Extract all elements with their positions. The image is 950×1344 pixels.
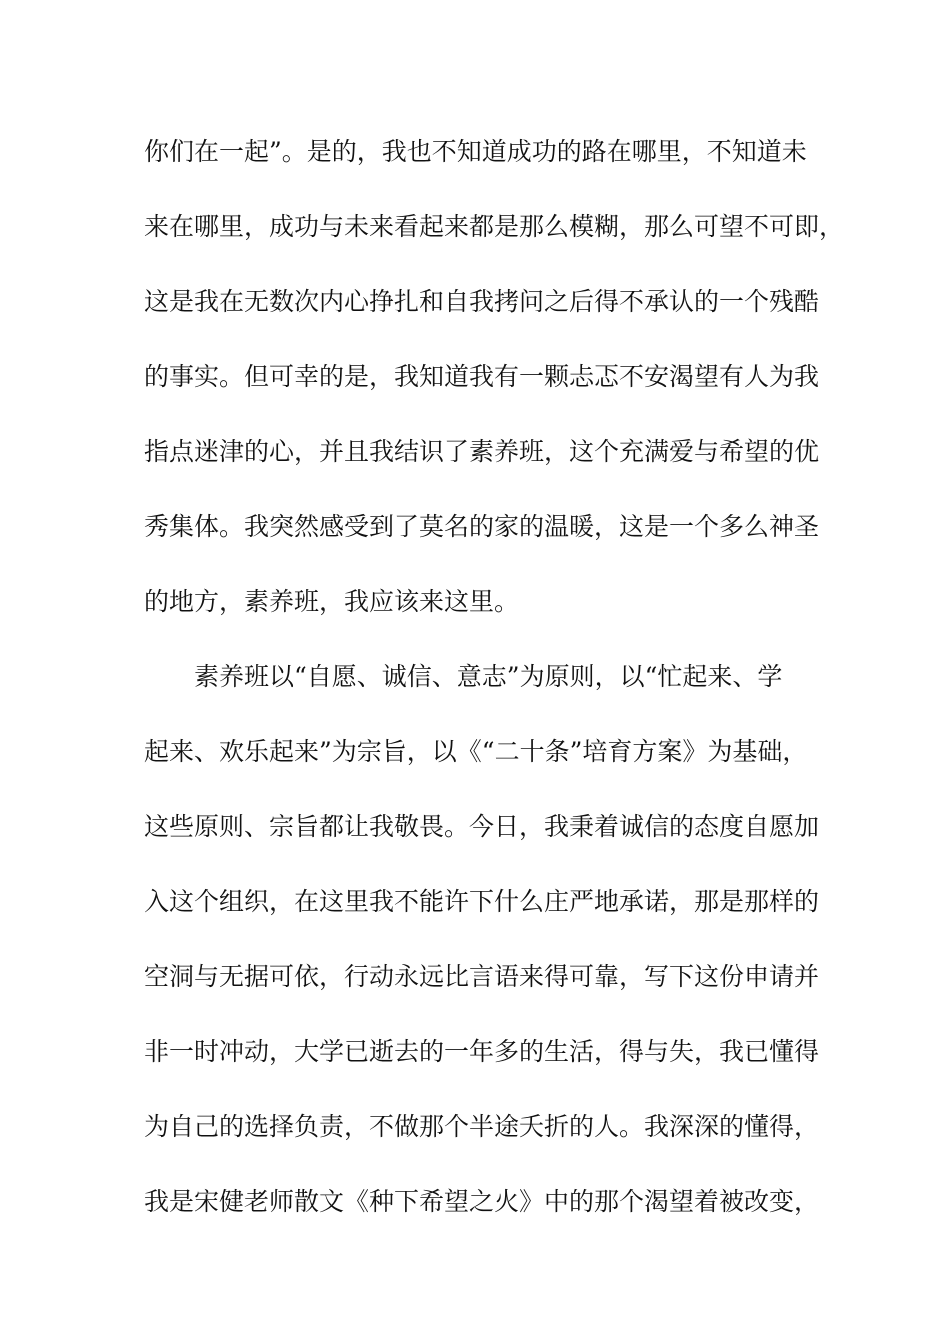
- text-line-4: 的事实。但可幸的是，我知道我有一颗忐忑不安渴望有人为我: [144, 362, 820, 391]
- text-line-10: 这些原则、宗旨都让我敬畏。今日，我秉着诚信的态度自愿加: [144, 812, 820, 841]
- text-line-13: 非一时冲动，大学已逝去的一年多的生活，得与失，我已懂得: [144, 1037, 820, 1066]
- text-line-11: 入这个组织，在这里我不能许下什么庄严地承诺，那是那样的: [144, 887, 820, 916]
- text-line-9: 起来、欢乐起来”为宗旨，以《“二十条”培育方案》为基础，: [144, 737, 808, 766]
- text-line-2: 来在哪里，成功与未来看起来都是那么模糊，那么可望不可即，: [144, 212, 845, 241]
- body-text: [144, 128, 845, 1253]
- text-line-5: 指点迷津的心，并且我结识了素养班，这个充满爱与希望的优: [144, 437, 820, 466]
- text-line-8-paragraph-start: 素养班以“自愿、诚信、意志”为原则，以“忙起来、学: [194, 662, 783, 691]
- text-line-6: 秀集体。我突然感受到了莫名的家的温暖，这是一个多么神圣: [144, 512, 820, 541]
- text-line-15: 我是宋健老师散文《种下希望之火》中的那个渴望着被改变，: [144, 1187, 820, 1216]
- text-line-12: 空洞与无据可依，行动永远比言语来得可靠，写下这份申请并: [144, 962, 820, 991]
- text-line-14: 为自己的选择负责，不做那个半途夭折的人。我深深的懂得，: [144, 1112, 820, 1141]
- text-line-3: 这是我在无数次内心挣扎和自我拷问之后得不承认的一个残酷: [144, 287, 820, 316]
- text-line-1: 你们在一起”。是的，我也不知道成功的路在哪里，不知道未: [144, 137, 807, 166]
- text-line-7: 的地方，素养班，我应该来这里。: [144, 587, 520, 616]
